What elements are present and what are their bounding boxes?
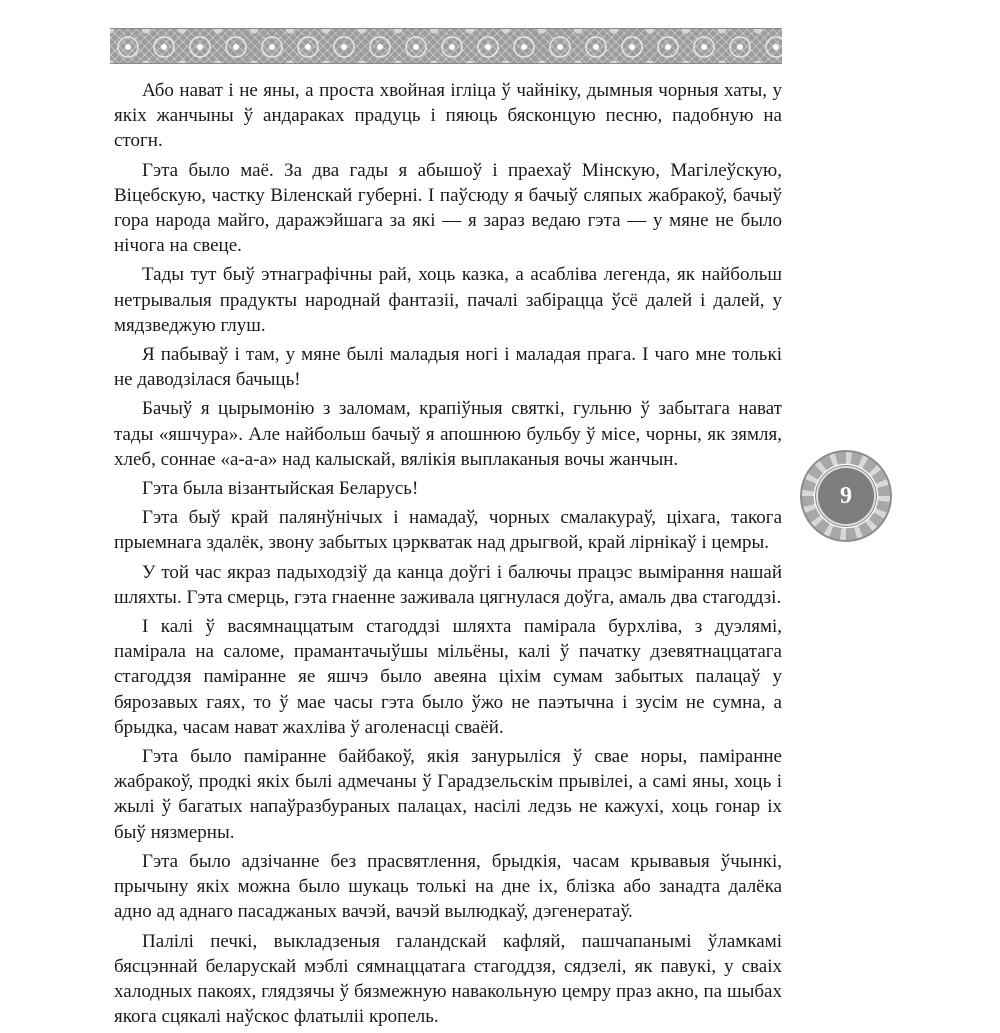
paragraph: Або нават і не яны, а проста хвойная іглiца ў чайніку, дымныя чорныя хаты, у якіх жанчыны ў андараках прадуць і пяюць бясконцую песню, падобную на стогн.	[114, 80, 782, 152]
paragraph: Бачыў я цырымонію з заломам, крапіўныя святкі, гульню ў забытага нават тады «яшчура». Але найбольш бачыў я апошнюю бульбу ў місе, чорны, як зямля, хлеб, соннае «а-а-а» над калыскай, вялікія выплаканыя вочы жанчын.	[114, 398, 782, 470]
decorative-header-ornament	[110, 28, 782, 64]
paragraph: Гэта было паміранне байбакоў, якія занурыліся ў свае норы, паміранне жабракоў, продкі якіх былі адмечаны ў Гарадзельскім прывілеі, а самі яны, хоць і жылі ў багатых напаўразбураных палацах, насілі ледзь не кажухі, хоць гонар іх быў нязмерны.	[114, 746, 782, 843]
paragraph: Гэта быў край палянўнічых і намадаў, чорных смалакураў, ціхага, такога прыемнага здалёк, звону забытых цэркватак над дрыгвой, край лірнікаў і цемры.	[114, 507, 782, 554]
paragraph: Гэта было маё. За два гады я абышоў і праехаў Мінскую, Магілеўскую, Віцебскую, частку Віленскай губерні. І паўсюду я бачыў сляпых жабракоў, бачыў гора народа майго, даражэйшага за які — я зараз ведаю гэта — у мяне не было нічога на свеце.	[114, 159, 782, 257]
page-number: 9	[818, 468, 874, 524]
paragraph: Я пабываў і там, у мяне былі маладыя ногі і маладая прага. І чаго мне толькі не даводзілася бачыць!	[114, 344, 782, 391]
paragraph: Тады тут быў этнаграфічны рай, хоць казка, а асабліва легенда, як найбольш нетрывалыя прадукты народнай фантазіі, пачалі забірацца ўсё далей і далей, у мядзведжую глуш.	[114, 264, 782, 336]
paragraph: І калі ў васямнаццатым стагоддзі шляхта памірала бурхліва, з дуэлямі, памірала на саломе, прамантачыўшы мільёны, калі ў пачатку дзевятнаццатага стагоддзя паміранне яе яшчэ было авеяна ціхім сумам забытых палацаў у бярозавых гаях, то ў мае часы гэта было ўжо не паэтычна і зусім не сумна, а брыдка, часам нават жахліва ў аголенасці сваёй.	[114, 616, 782, 738]
paragraph: Гэта была візантыйская Беларусь!	[142, 478, 419, 500]
paragraph: У той час якраз падыходзіў да канца доўгі і балючы працэс вымірання нашай шляхты. Гэта смерць, гэта гнаенне заживала цягнулася доўга, амаль два стагоддзі.	[114, 561, 782, 608]
paragraph: Гэта было адзічанне без прасвятлення, брыдкія, часам крывавыя ўчынкі, прычыну якіх можна было шукаць толькі на дне іх, блізка або занадта далёка адно ад аднаго пасаджаных вачэй, вачэй вылюдкаў, дэгенератаў.	[114, 850, 782, 923]
page-number-medallion	[800, 450, 892, 542]
paragraph: Палілі печкі, выкладзеныя галандскай кафляй, пашчапанымі ўламкамі бясцэннай беларускай мэблі сямнаццатага стагоддзя, сядзелі, як павукі, у сваіх халодных пакоях, глядзячы ў бязмежную навакольную цемру праз акно, па шыбах якога сцякалі наўскос флатыліі кропель.	[114, 930, 782, 1028]
page-body-text	[114, 78, 782, 1033]
